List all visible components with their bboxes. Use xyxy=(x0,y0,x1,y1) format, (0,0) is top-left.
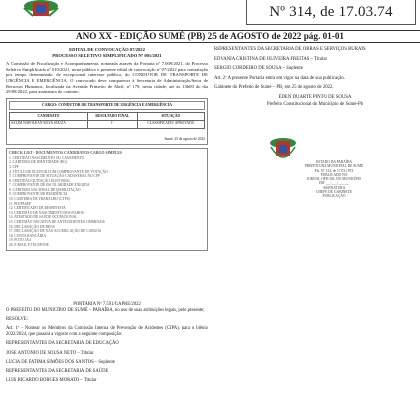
col-resultado: RESULTADO FINAL xyxy=(87,113,137,121)
list-item: 1. CERTIDÃO NASCIMENTO OU CASAMENTO xyxy=(9,155,85,160)
member-titular: EDVANIA CRISTINA DE OLIVEIRA FREITAS – Titular xyxy=(214,56,328,62)
list-item: 7. COMPROVANTE DE ESCOLARIDADE EXIGIDA xyxy=(9,183,90,188)
list-item: 19. FOTO 3X4 xyxy=(9,238,31,243)
cell-resultado: 1º xyxy=(87,120,137,128)
rep-saude: REPRESENTANTES DA SECRETARIA DE SAÚDE xyxy=(6,368,109,374)
edital-intro: A Comissão de Fiscalização e Acompanhamento, nomeada através da Portaria nº 7.009/2021, do Processo Seletivo Simplificado nº 010/2021, torna público o presente edital de convocação nº 07/2022 para contratação por tempo determinado, de excepcional interesse público, do CONDUTOR DE TRANSPORTE DE URGÊNCIA E EMERGÊNCIA. O convocado deve comparecer à Secretaria de Administração/Setor de Recursos Humanos, localizada na Avenida Primeiro de Abril, nº 179, nesta cidade, até às 13h00 do dia 29/08/2022, para assinatura do contrato. xyxy=(6,61,208,95)
gabinete-line: Gabinete do Prefeito de Sumé – PB, em 25 de agosto de 2022. xyxy=(214,85,334,91)
col-situacao: SITUAÇÃO xyxy=(137,113,204,121)
edition-line: ANO XX - EDIÇÃO SUMÉ (PB) 25 de AGOSTO de 2022 pág. 01-01 xyxy=(0,30,420,43)
list-item: 13. CERTIDÃO DE NASCIMENTO DOS FILHOS xyxy=(9,210,84,215)
stamp-line: CHEFE DE GABINETE xyxy=(316,190,352,195)
list-item: 18. CONTA BANCÁRIA xyxy=(9,233,46,238)
list-item: 9. COMPROVANTE DE RESIDÊNCIA xyxy=(9,192,68,197)
portaria-intro: O PREFEITO DO MUNICÍPIO DE SUMÉ – PARAÍBA, no uso de suas atribuições legais, pelo presente; xyxy=(6,308,205,314)
list-item: 15. CERTIDÃO NEGATIVA DE ANTECEDENTES CRIMINAIS xyxy=(9,220,105,225)
left-column xyxy=(6,47,208,254)
checklist-title: CHECK LIST - DOCUMENTOS CANDIDATOS CARGO SIMPLES xyxy=(9,151,123,156)
list-item: 6. CERTIDÃO QUITAÇÃO ELEITORAL xyxy=(9,178,71,183)
list-item: 14. ATESTADO DE SAÚDE OCUPACIONAL xyxy=(9,215,78,220)
cell-situacao: CLASSIFICADO/ APROVADO xyxy=(137,120,204,128)
member-titular: JOSE ANTONIO DE SOUSA NETO – Titular xyxy=(6,350,94,356)
list-item: 4. TÍTULO DE ELEITOR COM COMPROVANTE DE VOTAÇÃO xyxy=(9,169,108,174)
signer-name: ÉDEN DUARTE PINTO DE SOUSA xyxy=(278,94,352,100)
cell-candidato: SALIM NAPOLEAN SILVA SOUZA xyxy=(10,120,88,128)
rep-educacao: REPRESENTANTES DA SECRETARIA DE EDUCAÇÃO xyxy=(6,341,119,347)
list-item: 17. DECLARAÇÃO DE NÃO ACUMULAÇÃO DE CARGOS xyxy=(9,229,101,234)
stamp-line: PUBLICADO NO xyxy=(320,172,348,177)
stamp-line: EM ___/___/______ xyxy=(319,181,349,186)
stamp-line: PUBLICAÇÃO xyxy=(322,194,346,199)
checklist-card xyxy=(6,148,208,250)
list-item: 3. CPF xyxy=(9,164,19,169)
right-column xyxy=(214,47,416,108)
resolve-label: RESOLVE: xyxy=(6,317,28,323)
stamp-line: JORNAL OFICIAL DO MUNICÍPIO xyxy=(306,177,362,182)
cargo-title: CARGO: CONDUTOR DE TRANSPORTE DE URGÊNCIA E EMERGÊNCIA xyxy=(9,101,205,111)
rep-obras: REPRESENTANTES DA SECRETARIA DE OBRAS E SERVIÇOS RURAIS xyxy=(214,47,366,52)
processo-heading: PROCESSO SELETIVO SIMPLIFICADO Nº 001/2021 xyxy=(52,52,162,58)
publication-stamp xyxy=(292,160,376,199)
candidate-card xyxy=(6,98,208,145)
municipal-crest-icon xyxy=(22,0,60,20)
article-1: Art. 1º - Nomear os Membros da Comissão Interna de Prevenção de Acidentes (CIPA), para o biênio 2022/2024, que passará a vigorar com a seguinte composição: xyxy=(6,326,208,338)
signer-role: Prefeito Constitucional do Município de Sumé-Pb xyxy=(266,101,364,107)
portaria-section xyxy=(6,302,208,387)
list-item: 12. CERTIFICADO DE RESERVISTA xyxy=(9,206,66,211)
member-suplente: SERGIO CORDEIRO DE SOUSA – Suplente xyxy=(214,66,303,72)
list-item: 11. PIS/PASEP xyxy=(9,201,31,206)
list-item: 2. CARTEIRA DE IDENTIDADE (RG) xyxy=(9,160,67,165)
candidate-table xyxy=(9,112,205,128)
member-suplente: LUCIA DE FATIMA SIMÕES DOS SANTOS – Suplente xyxy=(6,359,115,365)
article-2: Art. 2º A presente Portaria entra em vigor na data de sua publicação. xyxy=(214,75,345,81)
stamp-line: PREFEITURA MUNICIPAL DE SUMÉ xyxy=(304,164,364,169)
member-titular: LUIS RICARDO BORGES MORATO – Titular xyxy=(6,377,97,383)
table-row xyxy=(10,120,205,128)
list-item: 5. COMPROVANTE DE SITUAÇÃO CADASTRAL NO CPF xyxy=(9,174,100,179)
col-candidato: CANDIDATO xyxy=(10,113,88,121)
edition-number: Nº 314, de 17.03.74 xyxy=(246,0,416,25)
stamp-line: ASSINATURA xyxy=(322,185,346,190)
list-item: 10. CARTEIRA DE TRABALHO (CTPS) xyxy=(9,197,70,202)
list-item: 20. E-MAIL E TELEFONE xyxy=(9,243,49,247)
edital-heading: EDITAL DE CONVOCAÇÃO 07/2022 xyxy=(69,47,145,52)
list-item: 16. DECLARAÇÃO DE BENS xyxy=(9,224,55,229)
list-item: 8. CARTEIRA NACIONAL DE HABILITAÇÃO xyxy=(9,187,81,192)
portaria-title: PORTARIA Nº 7.591/GAPRE/2022 xyxy=(73,302,141,307)
table-date: Sumé, 25 de agosto de 2022 xyxy=(164,136,205,141)
stamp-line: Fls. Nº 314, de 17.03.1974 xyxy=(314,168,354,173)
stamp-line: ESTADO DA PARAÍBA xyxy=(315,160,353,164)
